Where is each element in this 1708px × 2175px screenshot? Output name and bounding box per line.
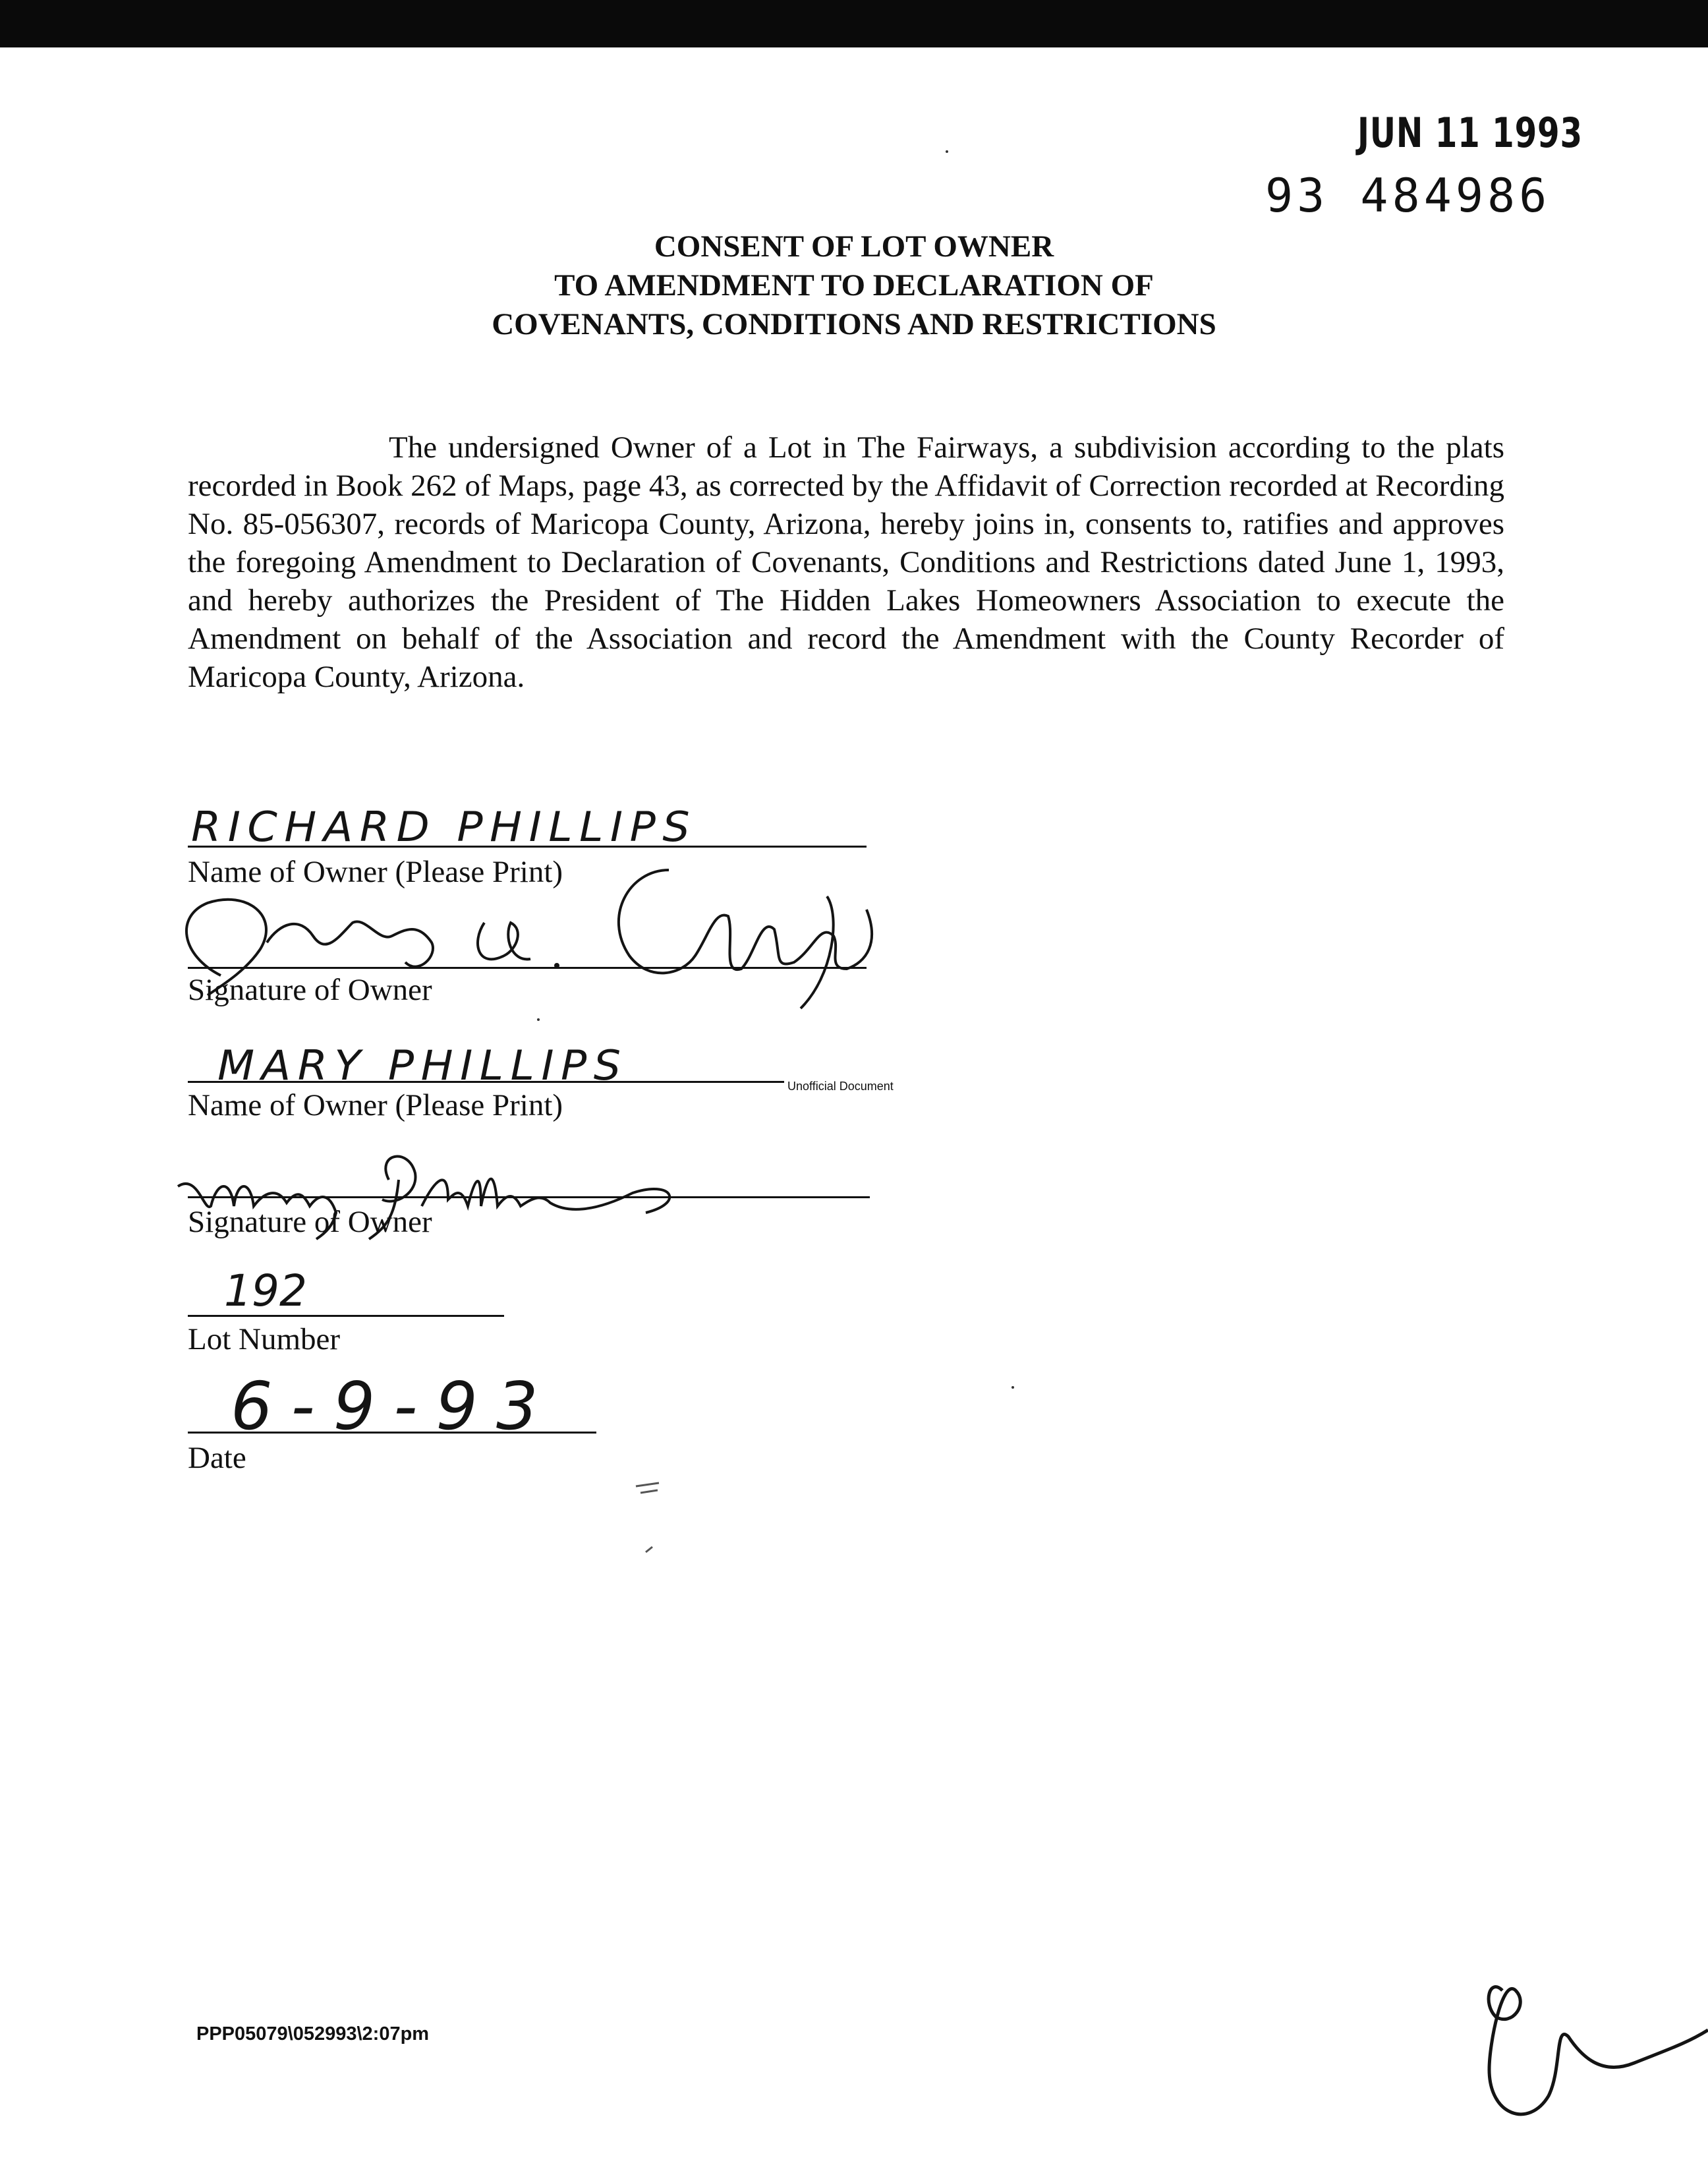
owner2-signature-label: Signature of Owner [188, 1205, 432, 1239]
scan-speck [537, 1018, 540, 1021]
owner2-name-label: Name of Owner (Please Print) [188, 1088, 563, 1122]
owner2-signature-line [188, 1196, 870, 1198]
recording-date-stamp: JUN 11 1993 [1357, 109, 1583, 157]
scan-speck [946, 150, 948, 153]
owner1-name-label: Name of Owner (Please Print) [188, 855, 563, 889]
date-label: Date [188, 1441, 246, 1475]
title-line-3: COVENANTS, CONDITIONS AND RESTRICTIONS [492, 307, 1216, 341]
lot-number-line [188, 1315, 504, 1317]
unofficial-document-watermark: Unofficial Document [787, 1080, 894, 1093]
handwritten-initial-mark [1476, 1964, 1708, 2135]
footer-file-reference: PPP05079\052993\2:07pm [196, 2023, 430, 2044]
owner2-printed-name: MARY PHILLIPS [217, 1041, 628, 1089]
owner1-printed-name: RICHARD PHILLIPS [191, 803, 697, 851]
lot-number-label: Lot Number [188, 1322, 341, 1356]
recording-number: 93 484986 [1265, 169, 1551, 223]
scan-top-border [0, 0, 1708, 47]
date-line [188, 1432, 596, 1434]
scan-smudge [633, 1473, 666, 1559]
owner1-signature-line [188, 967, 867, 969]
lot-number-value: 192 [224, 1265, 307, 1316]
owner2-name-line [188, 1081, 784, 1083]
owner1-signature-label: Signature of Owner [188, 973, 432, 1007]
title-line-1: CONSENT OF LOT OWNER [654, 229, 1054, 264]
scan-speck [1011, 1386, 1014, 1389]
signed-date-value: 6-9-93 [231, 1368, 557, 1445]
title-line-2: TO AMENDMENT TO DECLARATION OF [554, 268, 1154, 303]
document-title [0, 227, 1708, 344]
consent-paragraph: The undersigned Owner of a Lot in The Fairways, a subdivision according to the plats recorded in Book 262 of Maps, page 43, as corrected by the Affidavit of Correction recorded at Recording No. 85-056307, records of Maricopa County, Arizona, hereby joins in, consents to, ratifies and approves the foregoing Amendment to Declaration of Covenants, Conditions and Restrictions dated June 1, 1993, and hereby authorizes the President of The Hidden Lakes Homeowners Association to execute the Amendment on behalf of the Association and record the Amendment with the County Recorder of Maricopa County, Arizona. [188, 430, 1504, 694]
